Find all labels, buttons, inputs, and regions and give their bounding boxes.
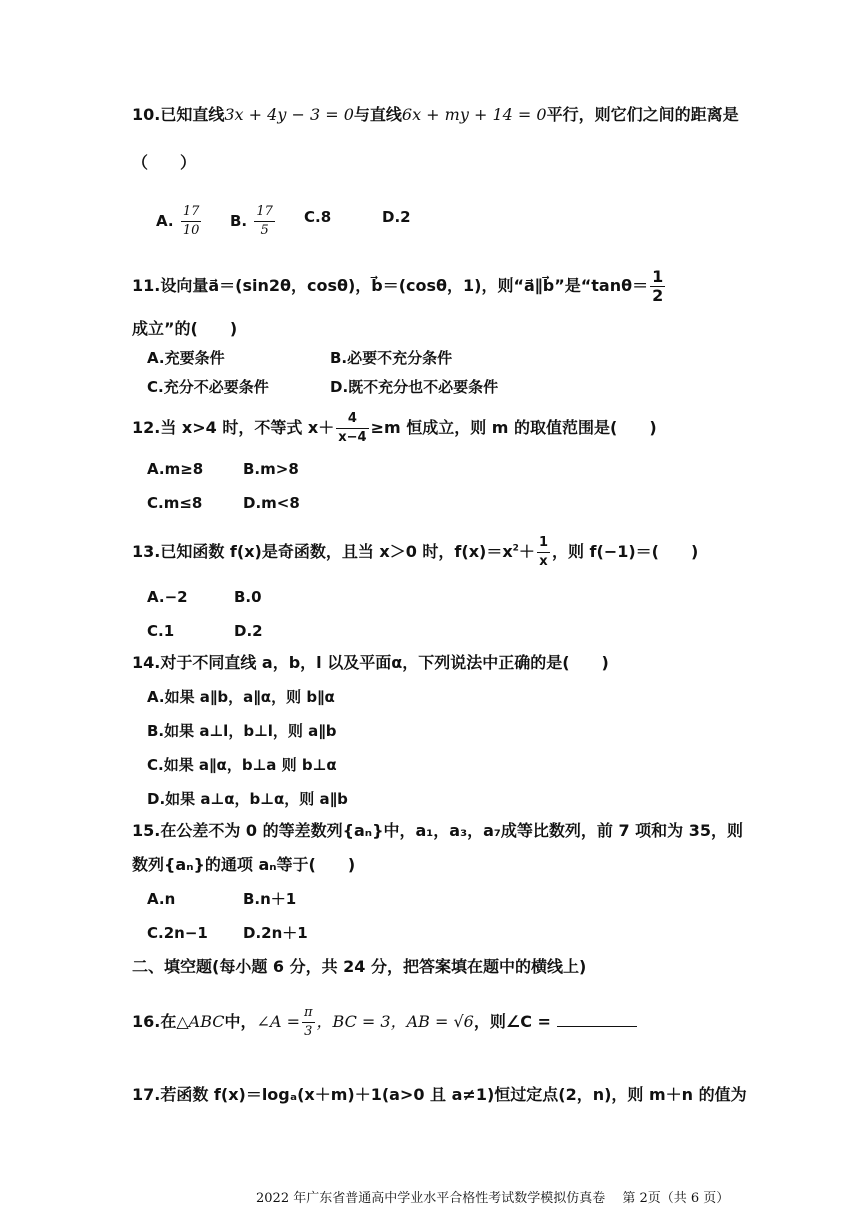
q13-option-a: A.−2 <box>147 588 188 606</box>
q10-option-b <box>230 203 277 240</box>
q13-exponent: 2 <box>512 543 519 554</box>
q14-option-c: C.如果 a∥α，b⊥a 则 b⊥α <box>147 756 337 774</box>
q10-line2: 6x + my + 14 = 0 <box>401 105 547 124</box>
q16-triangle-name: ABC <box>188 1012 225 1031</box>
q10-option-a-label: A. <box>156 212 174 230</box>
q15-stem-line1: 15.在公差不为 0 的等差数列{aₙ}中，a₁，a₃，a₇成等比数列，前 7 项和为 35，则 <box>132 821 744 840</box>
q11-option-b: B.必要不充分条件 <box>330 349 453 367</box>
q12-option-b: B.m>8 <box>243 460 299 478</box>
q10-option-a-fraction: $\frac{17}{10}$ <box>182 204 200 238</box>
page-footer: 2022 年广东省普通高中学业水平合格性考试数学模拟仿真卷 第 2页（共 6 页） <box>256 1191 730 1206</box>
q12-suffix: ≥m 恒成立，则 m 的取值范围是( ) <box>370 418 657 437</box>
q10-option-c: C.8 <box>304 208 332 226</box>
q15-option-a: A.n <box>147 890 176 908</box>
q13-suffix: ，则 f(−1)＝( ) <box>551 542 699 561</box>
section2-heading: 二、填空题(每小题 6 分，共 24 分，把答案填在题中的横线上) <box>132 957 587 976</box>
q16-prefix: 16.在△ <box>132 1012 189 1031</box>
q14-stem: 14.对于不同直线 a，b，l 以及平面α，下列说法中正确的是( ) <box>132 653 609 672</box>
q11-fraction: $\frac{1}{2}$ <box>652 267 664 305</box>
q10-line1: 3x + 4y − 3 = 0 <box>224 105 354 124</box>
q11-option-a: A.充要条件 <box>147 349 225 367</box>
q16-answer-blank[interactable] <box>557 1010 637 1027</box>
q13-option-b: B.0 <box>234 588 262 606</box>
q14-option-b: B.如果 a⊥l，b⊥l，则 a∥b <box>147 722 337 740</box>
q12-option-d: D.m<8 <box>243 494 300 512</box>
q10-prefix: 10.已知直线 <box>132 105 225 124</box>
q10-option-d: D.2 <box>382 208 411 226</box>
q12-stem <box>132 410 657 447</box>
q15-option-d: D.2n＋1 <box>243 924 308 942</box>
q16-stem <box>132 1004 637 1041</box>
q12-option-c: C.m≤8 <box>147 494 203 512</box>
q10-bracket: （ ） <box>132 153 197 172</box>
q10-option-a <box>156 203 203 240</box>
q13-option-c: C.1 <box>147 622 175 640</box>
q13-option-d: D.2 <box>234 622 263 640</box>
q13-stem <box>132 534 698 571</box>
q15-option-b: B.n＋1 <box>243 890 297 908</box>
q12-fraction: $\frac{4}{x-4}$ <box>338 411 367 445</box>
q15-option-c: C.2n−1 <box>147 924 208 942</box>
q17-stem: 17.若函数 f(x)＝logₐ(x＋m)＋1(a>0 且 a≠1)恒过定点(2，n)，则 m＋n 的值为 <box>132 1085 747 1104</box>
q16-suffix: ，则∠C = <box>473 1012 557 1031</box>
q13-fraction: $\frac{1}{x}$ <box>538 535 548 569</box>
q10-mid: 与直线 <box>353 105 402 124</box>
q16-fraction: $\frac{\pi}{3}$ <box>303 1005 313 1039</box>
q12-option-a: A.m≥8 <box>147 460 204 478</box>
q11-prefix: 11.设向量a⃗＝(sin2θ，cosθ)，b⃗＝(cosθ，1)，则“a⃗∥b⃗”是“tanθ＝ <box>132 276 649 295</box>
q12-prefix: 12.当 x>4 时，不等式 x＋ <box>132 418 335 437</box>
q14-option-d: D.如果 a⊥α，b⊥α，则 a∥b <box>147 790 348 808</box>
q16-angle-a: ∠A = <box>256 1012 300 1031</box>
q10-option-b-fraction: $\frac{17}{5}$ <box>256 204 273 238</box>
q15-stem-line2: 数列{aₙ}的通项 aₙ等于( ) <box>132 855 356 874</box>
q13-plus: ＋ <box>518 542 535 561</box>
q13-prefix: 13.已知函数 f(x)是奇函数，且当 x＞0 时，f(x)＝x <box>132 542 513 561</box>
q11-option-d: D.既不充分也不必要条件 <box>330 378 499 396</box>
q11-stem <box>132 268 667 305</box>
q10-suffix: 平行，则它们之间的距离是 <box>546 105 739 124</box>
q10-stem <box>132 104 739 126</box>
q10-option-b-label: B. <box>230 212 248 230</box>
q16-mid: 中， <box>224 1012 257 1031</box>
q11-option-c: C.充分不必要条件 <box>147 378 269 396</box>
q11-stem-line2: 成立”的( ) <box>132 319 238 338</box>
q16-sqrt: √6 <box>453 1012 474 1031</box>
q16-sides: ，BC = 3，AB = <box>316 1012 454 1031</box>
q14-option-a: A.如果 a∥b，a∥α，则 b∥α <box>147 688 335 706</box>
